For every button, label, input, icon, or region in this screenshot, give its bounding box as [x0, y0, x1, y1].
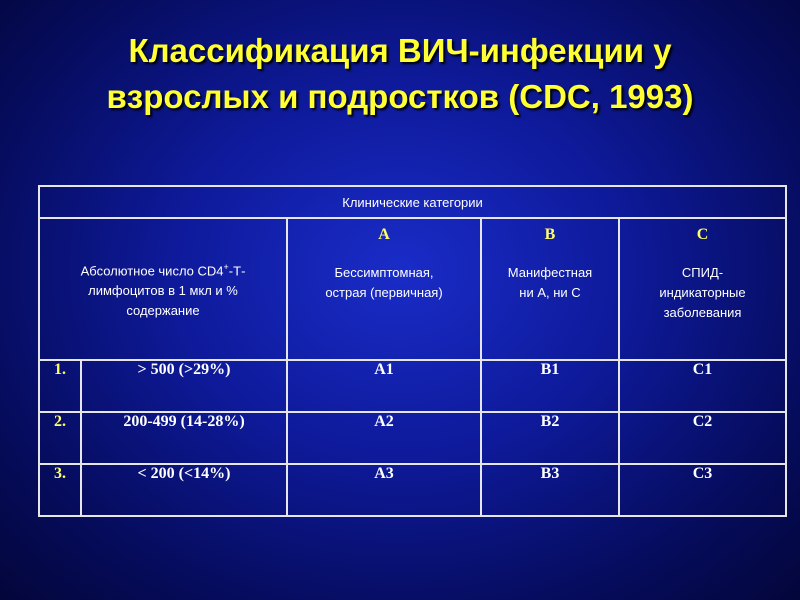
slide-title	[0, 28, 800, 120]
title-line-2: взрослых и подростков (CDC, 1993)	[106, 78, 694, 115]
cd4-header-superscript: +	[223, 261, 229, 272]
category-c-desc-line-1: СПИД-	[681, 265, 724, 280]
category-c-header	[619, 218, 786, 360]
clinical-categories-caption: Клинические категории	[39, 186, 786, 218]
category-a-desc-line-2: острая (первичная)	[325, 285, 443, 300]
category-a-cell: A3	[287, 464, 481, 516]
cd4-range-cell: 200-499 (14-28%)	[81, 412, 287, 464]
table-row	[39, 360, 786, 412]
category-b-letter: B	[544, 226, 556, 243]
cd4-count-header	[39, 218, 287, 360]
category-a-header	[287, 218, 481, 360]
category-c-cell: C1	[619, 360, 786, 412]
category-b-desc-line-2: ни А, ни С	[519, 285, 581, 300]
cd4-header-text: Абсолютное число CD4	[80, 263, 224, 279]
category-a-cell: A1	[287, 360, 481, 412]
row-number: 2.	[39, 412, 81, 464]
classification-table	[38, 185, 787, 517]
category-c-letter: C	[696, 226, 709, 243]
category-a-cell: A2	[287, 412, 481, 464]
table-caption-row	[39, 186, 786, 218]
table-row	[39, 464, 786, 516]
category-c-cell: C2	[619, 412, 786, 464]
cd4-header-line-2: лимфоцитов в 1 мкл и %	[88, 283, 238, 299]
category-a-letter: A	[378, 226, 390, 243]
row-number: 3.	[39, 464, 81, 516]
category-b-desc-line-1: Манифестная	[507, 265, 593, 280]
row-number: 1.	[39, 360, 81, 412]
category-b-cell: B1	[481, 360, 619, 412]
cd4-header-line-3: содержание	[126, 303, 200, 319]
category-c-desc-line-3: заболевания	[663, 305, 742, 320]
category-c-cell: C3	[619, 464, 786, 516]
category-c-desc-line-2: индикаторные	[659, 285, 746, 300]
table-row	[39, 412, 786, 464]
category-b-description	[482, 263, 618, 303]
category-b-header	[481, 218, 619, 360]
category-a-desc-line-1: Бессимптомная,	[334, 265, 434, 280]
category-c-description	[620, 263, 785, 323]
cd4-range-cell: > 500 (>29%)	[81, 360, 287, 412]
title-line-1: Классификация ВИЧ-инфекции у	[128, 32, 672, 69]
cd4-range-cell: < 200 (<14%)	[81, 464, 287, 516]
classification-table-wrapper	[38, 185, 785, 509]
category-b-cell: B2	[481, 412, 619, 464]
category-a-description	[288, 263, 480, 303]
table-header-row	[39, 218, 786, 360]
cd4-header-suffix: -Т-	[228, 263, 246, 279]
category-b-cell: B3	[481, 464, 619, 516]
